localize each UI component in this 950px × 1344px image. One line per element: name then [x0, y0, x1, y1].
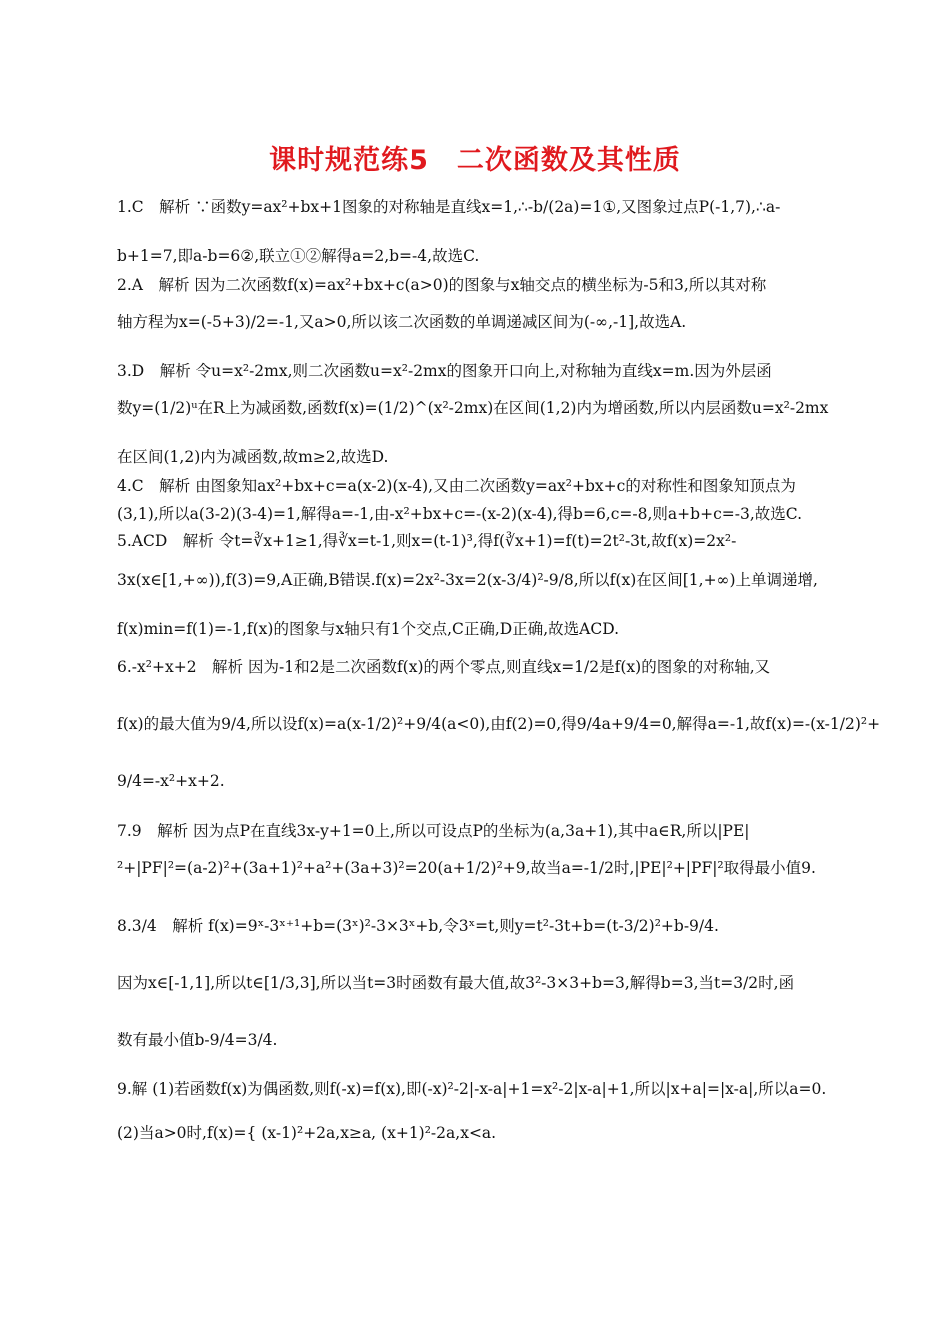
solution-line: 8.3/4 解析 f(x)=9ˣ-3ˣ⁺¹+b=(3ˣ)²-3×3ˣ+b,令3ˣ=t,则y=t²-3t+b=(t-3/2)²+b-9/4. — [117, 917, 719, 935]
solution-line: 7.9 解析 因为点P在直线3x-y+1=0上,所以可设点P的坐标为(a,3a+1),其中a∈R,所以|PE| — [117, 822, 750, 840]
page-title: 课时规范练5 二次函数及其性质 — [269, 145, 681, 176]
solution-line: 3.D 解析 令u=x²-2mx,则二次函数u=x²-2mx的图象开口向上,对称轴为直线x=m.因为外层函 — [117, 362, 772, 380]
solution-line: 6.-x²+x+2 解析 因为-1和2是二次函数f(x)的两个零点,则直线x=1/2是f(x)的图象的对称轴,又 — [117, 658, 771, 676]
solution-line: ²+|PF|²=(a-2)²+(3a+1)²+a²+(3a+3)²=20(a+1/2)²+9,故当a=-1/2时,|PE|²+|PF|²取得最小值9. — [117, 859, 816, 877]
solution-line: 2.A 解析 因为二次函数f(x)=ax²+bx+c(a>0)的图象与x轴交点的横坐标为-5和3,所以其对称 — [117, 276, 767, 294]
solution-line: b+1=7,即a-b=6②,联立①②解得a=2,b=-4,故选C. — [117, 247, 480, 265]
solution-line: 因为x∈[-1,1],所以t∈[1/3,3],所以当t=3时函数有最大值,故3²-3×3+b=3,解得b=3,当t=3/2时,函 — [117, 974, 795, 992]
solution-line: 5.ACD 解析 令t=∛x+1≥1,得∛x=t-1,则x=(t-1)³,得f(∛x+1)=f(t)=2t²-3t,故f(x)=2x²- — [117, 532, 737, 550]
solution-line: 9.解 (1)若函数f(x)为偶函数,则f(-x)=f(x),即(-x)²-2|-x-a|+1=x²-2|x-a|+1,所以|x+a|=|x-a|,所以a=0. — [117, 1080, 827, 1098]
solution-line: 数有最小值b-9/4=3/4. — [117, 1031, 278, 1049]
solution-line: 1.C 解析 ∵函数y=ax²+bx+1图象的对称轴是直线x=1,∴-b/(2a)=1①,又图象过点P(-1,7),∴a- — [117, 198, 781, 216]
solution-line: 4.C 解析 由图象知ax²+bx+c=a(x-2)(x-4),又由二次函数y=ax²+bx+c的对称性和图象知顶点为 — [117, 477, 796, 495]
solution-line: f(x)min=f(1)=-1,f(x)的图象与x轴只有1个交点,C正确,D正确,故选ACD. — [117, 620, 620, 638]
solution-line: 3x(x∈[1,+∞)),f(3)=9,A正确,B错误.f(x)=2x²-3x=2(x-3/4)²-9/8,所以f(x)在区间[1,+∞)上单调递增, — [117, 571, 818, 589]
solution-line: 轴方程为x=(-5+3)/2=-1,又a>0,所以该二次函数的单调递减区间为(-∞,-1],故选A. — [117, 313, 687, 331]
solution-line: 数y=(1/2)ᵘ在R上为减函数,函数f(x)=(1/2)^(x²-2mx)在区间(1,2)内为增函数,所以内层函数u=x²-2mx — [117, 399, 829, 417]
solution-line: 9/4=-x²+x+2. — [117, 772, 225, 790]
solution-line: (2)当a>0时,f(x)={ (x-1)²+2a,x≥a, (x+1)²-2a,x<a. — [117, 1124, 497, 1142]
solution-line: 在区间(1,2)内为减函数,故m≥2,故选D. — [117, 448, 389, 466]
solution-line: f(x)的最大值为9/4,所以设f(x)=a(x-1/2)²+9/4(a<0),由f(2)=0,得9/4a+9/4=0,解得a=-1,故f(x)=-(x-1/2)²+ — [117, 715, 881, 733]
solution-line: (3,1),所以a(3-2)(3-4)=1,解得a=-1,由-x²+bx+c=-(x-2)(x-4),得b=6,c=-8,则a+b+c=-3,故选C. — [117, 505, 802, 523]
